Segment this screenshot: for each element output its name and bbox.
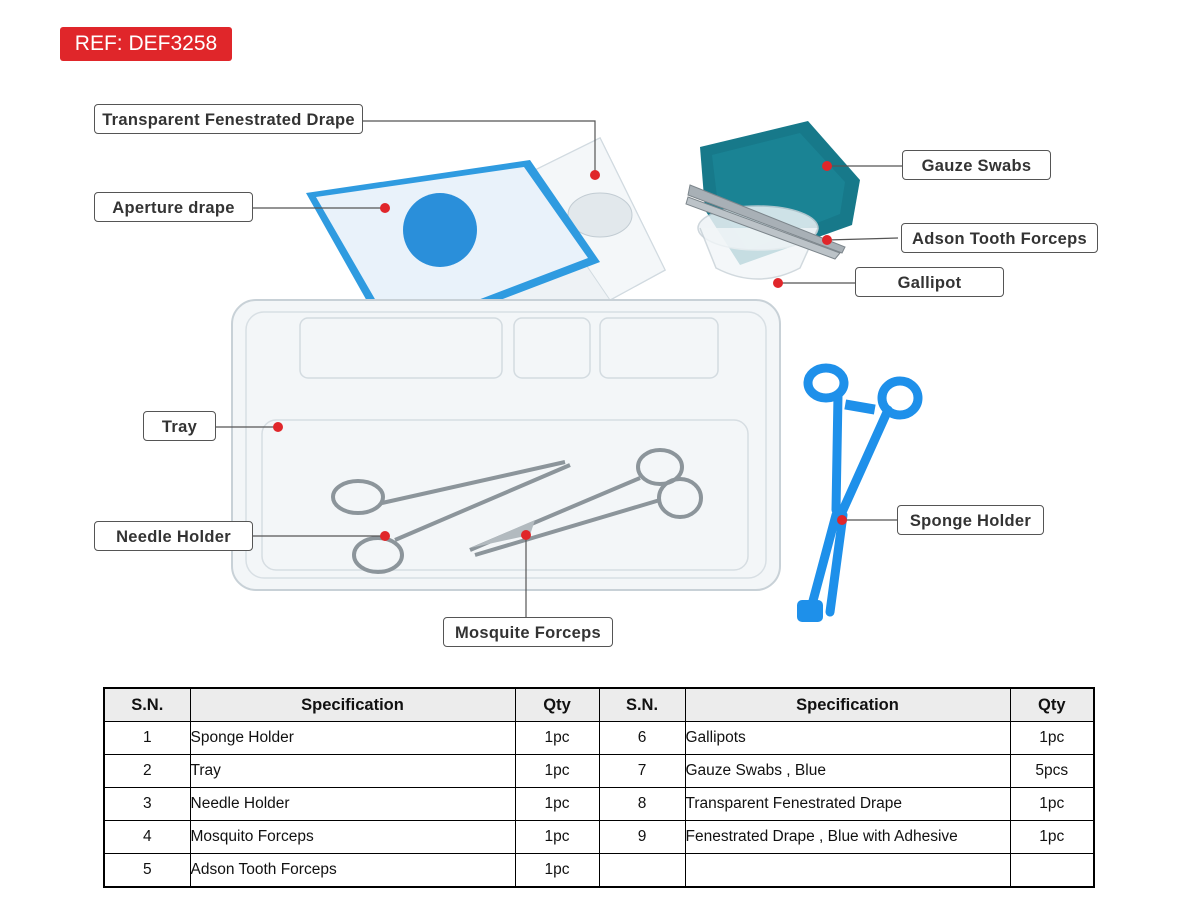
- cell-qty: 1pc: [515, 854, 599, 888]
- header-qty: Qty: [515, 688, 599, 722]
- callout-needle-holder: Needle Holder: [94, 521, 253, 551]
- cell-spec: Mosquito Forceps: [190, 821, 515, 854]
- marker-needle-holder: [380, 531, 390, 541]
- specification-table: [103, 687, 1095, 888]
- callout-gauze-swabs: Gauze Swabs: [902, 150, 1051, 180]
- cell-qty: 1pc: [515, 755, 599, 788]
- cell-qty: 1pc: [515, 821, 599, 854]
- cell-spec: Tray: [190, 755, 515, 788]
- cell-sn: 3: [104, 788, 190, 821]
- marker-adson: [822, 235, 832, 245]
- cell-qty: 1pc: [1010, 788, 1094, 821]
- header-sn: S.N.: [599, 688, 685, 722]
- callout-mosquito-forceps: Mosquite Forceps: [443, 617, 613, 647]
- marker-transparent-drape: [590, 170, 600, 180]
- cell-qty: [1010, 854, 1094, 888]
- table-row: [104, 788, 1094, 821]
- cell-spec: Gallipots: [685, 722, 1010, 755]
- cell-sn: 9: [599, 821, 685, 854]
- cell-sn: 5: [104, 854, 190, 888]
- cell-sn: 2: [104, 755, 190, 788]
- cell-spec: Fenestrated Drape , Blue with Adhesive: [685, 821, 1010, 854]
- cell-sn: [599, 854, 685, 888]
- cell-spec: Adson Tooth Forceps: [190, 854, 515, 888]
- table-row: [104, 722, 1094, 755]
- cell-spec: [685, 854, 1010, 888]
- cell-sn: 7: [599, 755, 685, 788]
- marker-sponge-holder: [837, 515, 847, 525]
- marker-aperture-drape: [380, 203, 390, 213]
- header-qty: Qty: [1010, 688, 1094, 722]
- marker-tray: [273, 422, 283, 432]
- cell-spec: Transparent Fenestrated Drape: [685, 788, 1010, 821]
- callout-tray: Tray: [143, 411, 216, 441]
- cell-spec: Needle Holder: [190, 788, 515, 821]
- cell-qty: 1pc: [515, 788, 599, 821]
- cell-qty: 1pc: [1010, 821, 1094, 854]
- header-sn: S.N.: [104, 688, 190, 722]
- table-row: [104, 854, 1094, 888]
- ref-badge: REF: DEF3258: [60, 27, 232, 61]
- cell-qty: 5pcs: [1010, 755, 1094, 788]
- marker-gallipot: [773, 278, 783, 288]
- callout-aperture-drape: Aperture drape: [94, 192, 253, 222]
- marker-gauze: [822, 161, 832, 171]
- drape-aperture: [403, 193, 477, 267]
- header-specification: Specification: [190, 688, 515, 722]
- cell-spec: Gauze Swabs , Blue: [685, 755, 1010, 788]
- cell-qty: 1pc: [1010, 722, 1094, 755]
- table-header-row: [104, 688, 1094, 722]
- cell-qty: 1pc: [515, 722, 599, 755]
- callout-transparent-drape: Transparent Fenestrated Drape: [94, 104, 363, 134]
- cell-sn: 6: [599, 722, 685, 755]
- callout-adson-forceps: Adson Tooth Forceps: [901, 223, 1098, 253]
- callout-gallipot: Gallipot: [855, 267, 1004, 297]
- marker-mosquito: [521, 530, 531, 540]
- header-specification: Specification: [685, 688, 1010, 722]
- cell-sn: 4: [104, 821, 190, 854]
- table-row: [104, 755, 1094, 788]
- cell-spec: Sponge Holder: [190, 722, 515, 755]
- cell-sn: 8: [599, 788, 685, 821]
- table-row: [104, 821, 1094, 854]
- callout-sponge-holder: Sponge Holder: [897, 505, 1044, 535]
- cell-sn: 1: [104, 722, 190, 755]
